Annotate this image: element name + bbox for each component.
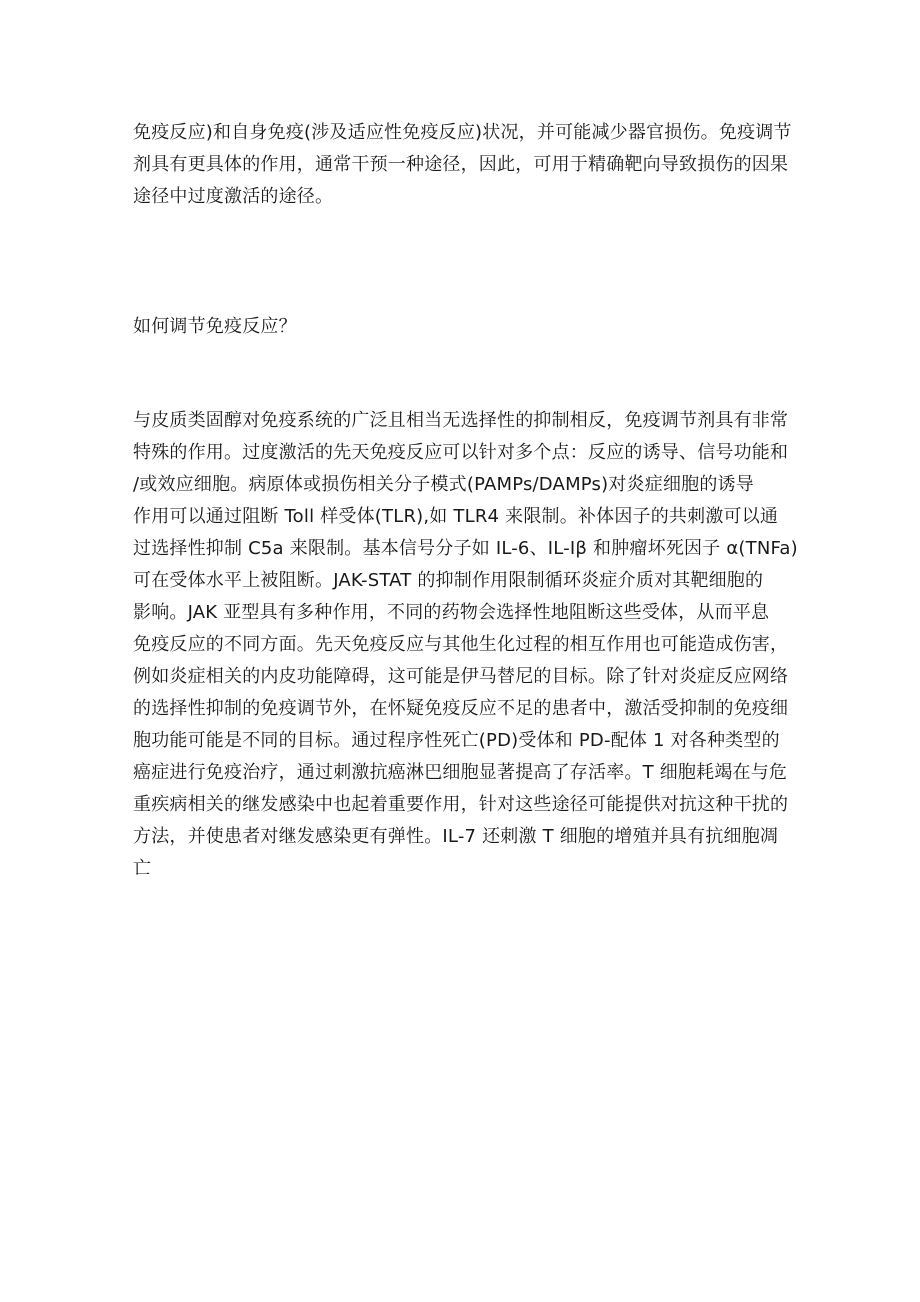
text-line: 免疫反应)和自身免疫(涉及适应性免疫反应)状况，并可能减少器官损伤。免疫调节 — [133, 122, 792, 143]
text-line: 胞功能可能是不同的目标。通过程序性死亡(PD)受体和 PD-配体 1 对各种类型的 — [133, 730, 780, 751]
text-line: 剂具有更具体的作用，通常干预一种途径，因此，可用于精确靶向导致损伤的因果 — [133, 154, 789, 175]
text-line: 方法，并使患者对继发感染更有弹性。IL-7 还刺激 T 细胞的增殖并具有抗细胞凋 — [133, 826, 779, 847]
text-line: 特殊的作用。过度激活的先天免疫反应可以针对多个点：反应的诱导、信号功能和 — [133, 442, 789, 463]
heading-text: 如何调节免疫反应？ — [133, 316, 297, 337]
text-line: 与皮质类固醇对免疫系统的广泛且相当无选择性的抑制相反，免疫调节剂具有非常 — [133, 410, 789, 431]
text-line: 例如炎症相关的内皮功能障碍，这可能是伊马替尼的目标。除了针对炎症反应网络 — [133, 666, 789, 687]
paragraph-intro — [133, 117, 801, 213]
text-line: 途径中过度激活的途径。 — [133, 186, 334, 207]
text-line: 免疫反应的不同方面。先天免疫反应与其他生化过程的相互作用也可能造成伤害， — [133, 634, 789, 655]
text-line: 的选择性抑制的免疫调节外，在怀疑免疫反应不足的患者中，激活受抑制的免疫细 — [133, 698, 789, 719]
paragraph-body — [133, 405, 801, 885]
text-line: 可在受体水平上被阻断。JAK-STAT 的抑制作用限制循环炎症介质对其靶细胞的 — [133, 570, 764, 591]
text-line: 影响。JAK 亚型具有多种作用，不同的药物会选择性地阻断这些受体，从而平息 — [133, 602, 770, 623]
text-line: 癌症进行免疫治疗，通过刺激抗癌淋巴细胞显著提高了存活率。T 细胞耗竭在与危 — [133, 762, 788, 783]
text-line: 作用可以通过阻断 Toll 样受体(TLR),如 TLR4 来限制。补体因子的共刺激可以通 — [133, 506, 779, 527]
text-line: 亡 — [133, 858, 152, 879]
text-line: 过选择性抑制 C5a 来限制。基本信号分子如 IL-6、IL-Iβ 和肿瘤坏死因子 α(TNFa) — [133, 538, 798, 559]
text-line: 重疾病相关的继发感染中也起着重要作用，针对这些途径可能提供对抗这种干扰的 — [133, 794, 789, 815]
text-line: /或效应细胞。病原体或损伤相关分子模式(PAMPs/DAMPs)对炎症细胞的诱导 — [133, 474, 754, 495]
section-heading — [133, 311, 801, 343]
